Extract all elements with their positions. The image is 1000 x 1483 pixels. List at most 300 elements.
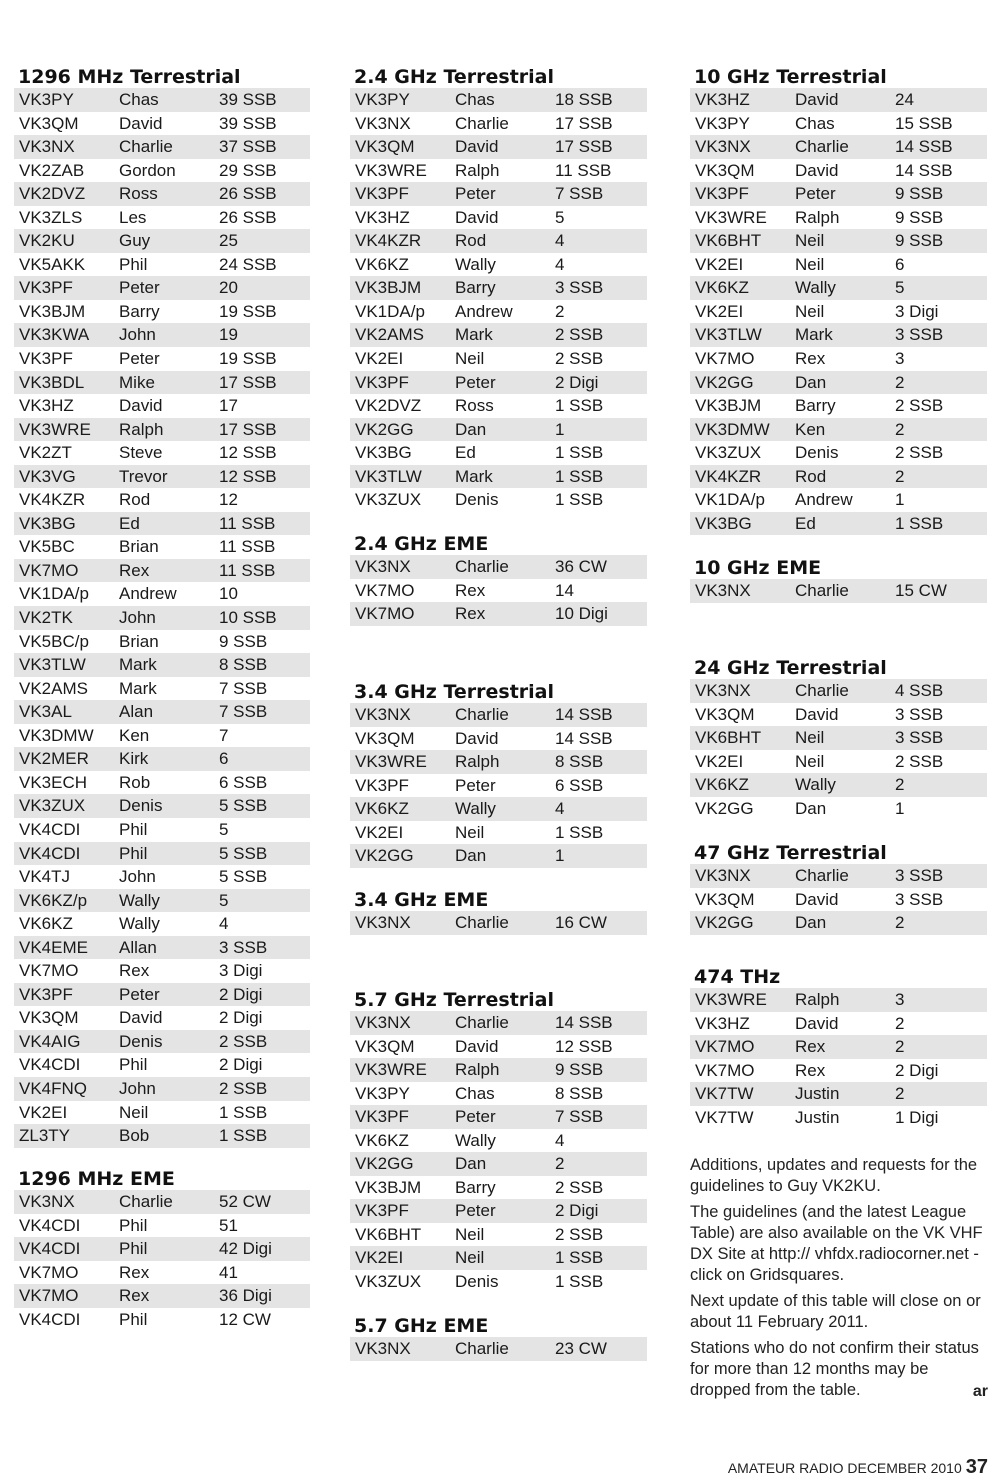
table-row: [14, 724, 310, 748]
callsign-cell: VK3ZUX: [355, 490, 422, 510]
callsign-cell: VK3PF: [695, 184, 749, 204]
callsign-cell: VK2TK: [19, 608, 73, 628]
table-row: [690, 159, 987, 183]
score-cell: 8 SSB: [219, 655, 268, 675]
operator-name-cell: Mark: [795, 325, 833, 345]
table-row: [14, 441, 310, 465]
table-row: [350, 1337, 647, 1361]
section-title: 2.4 GHz EME: [354, 533, 489, 555]
table-row: [350, 206, 647, 230]
operator-name-cell: Mark: [455, 466, 493, 486]
table-row: [690, 135, 987, 159]
table-row: [690, 182, 987, 206]
section-title: 1296 MHz EME: [18, 1168, 175, 1190]
callsign-cell: VK3ZLS: [19, 207, 83, 227]
score-cell: 2: [895, 775, 905, 795]
table-row: [14, 582, 310, 606]
operator-name-cell: Chas: [455, 1083, 495, 1103]
operator-name-cell: Andrew: [455, 301, 513, 321]
operator-name-cell: Dan: [455, 419, 487, 439]
operator-name-cell: Charlie: [455, 1339, 509, 1358]
operator-name-cell: Rex: [795, 1037, 826, 1057]
callsign-cell: VK2EI: [695, 254, 744, 274]
score-cell: 5: [555, 207, 565, 227]
score-cell: 14 SSB: [895, 160, 953, 180]
callsign-cell: VK2GG: [355, 846, 414, 866]
table-row: [350, 1082, 647, 1106]
score-cell: 11 SSB: [219, 513, 276, 533]
score-cell: 25: [219, 231, 238, 251]
score-cell: 39 SSB: [219, 90, 277, 109]
section-10-ghz-terrestrial: [690, 62, 987, 535]
score-cell: 1 SSB: [895, 513, 944, 533]
section-2-4-ghz-eme: [350, 529, 647, 626]
score-cell: 4: [555, 231, 565, 251]
operator-name-cell: Wally: [455, 1130, 496, 1150]
score-cell: 9 SSB: [555, 1060, 604, 1080]
callsign-cell: VK3BG: [695, 513, 752, 533]
callsign-cell: VK2EI: [695, 301, 744, 321]
operator-name-cell: David: [795, 90, 839, 109]
operator-name-cell: Chas: [119, 90, 159, 109]
operator-name-cell: David: [455, 1036, 499, 1056]
table-row: [14, 371, 310, 395]
operator-name-cell: Rex: [455, 604, 486, 624]
callsign-cell: VK3NX: [355, 113, 411, 133]
table-row: [690, 864, 987, 888]
operator-name-cell: Phil: [119, 254, 148, 274]
section-title: 24 GHz Terrestrial: [694, 657, 887, 679]
table-row: [690, 394, 987, 418]
table-row: [690, 1035, 987, 1059]
section-10-ghz-eme: [690, 553, 987, 603]
operator-name-cell: Barry: [455, 278, 496, 298]
callsign-cell: VK4CDI: [19, 1309, 81, 1329]
callsign-cell: VK3WRE: [19, 419, 91, 439]
score-cell: 26 SSB: [219, 184, 277, 204]
section-5-7-ghz-terrestrial: [350, 985, 647, 1294]
operator-name-cell: Mark: [119, 678, 157, 698]
callsign-cell: VK3BDL: [19, 372, 85, 392]
score-cell: 3 SSB: [895, 728, 944, 748]
table-row: [350, 135, 647, 159]
score-cell: 7 SSB: [555, 1107, 604, 1127]
operator-name-cell: Neil: [455, 349, 485, 369]
table-row: [350, 774, 647, 798]
callsign-cell: VK4CDI: [19, 1215, 81, 1235]
operator-name-cell: John: [119, 1078, 156, 1098]
score-cell: 2 SSB: [555, 325, 604, 345]
operator-name-cell: Ross: [119, 184, 158, 204]
operator-name-cell: Neil: [795, 301, 825, 321]
callsign-cell: VK3PF: [355, 1201, 409, 1221]
table-row: [14, 630, 310, 654]
score-cell: 2: [895, 372, 905, 392]
table-row: [350, 844, 647, 868]
callsign-cell: VK6KZ: [355, 254, 409, 274]
callsign-cell: VK3WRE: [695, 207, 767, 227]
table-row: [690, 1059, 987, 1083]
operator-name-cell: Rod: [795, 466, 827, 486]
score-cell: 7: [219, 725, 229, 745]
table-row: [350, 418, 647, 442]
table-row: [350, 229, 647, 253]
score-cell: 23 CW: [555, 1339, 607, 1358]
table-row: [14, 1124, 310, 1148]
table-row: [690, 229, 987, 253]
callsign-cell: VK7MO: [19, 961, 79, 981]
callsign-cell: VK3NX: [695, 866, 751, 885]
score-cell: 2 Digi: [895, 1060, 939, 1080]
operator-name-cell: Charlie: [795, 581, 849, 600]
operator-name-cell: Peter: [455, 372, 496, 392]
score-cell: 8 SSB: [555, 752, 604, 772]
operator-name-cell: Rob: [119, 772, 151, 792]
score-cell: 10: [219, 584, 238, 604]
score-cell: 7 SSB: [219, 702, 268, 722]
operator-name-cell: Rex: [119, 1286, 150, 1306]
score-cell: 2: [895, 1013, 905, 1033]
score-cell: 8 SSB: [555, 1083, 604, 1103]
table-row: [14, 1077, 310, 1101]
operator-name-cell: Steve: [119, 443, 163, 463]
table-row: [14, 253, 310, 277]
score-cell: 14 SSB: [555, 1013, 613, 1032]
callsign-cell: VK3ZUX: [19, 796, 86, 816]
callsign-cell: VK3NX: [19, 1192, 75, 1211]
callsign-cell: VK3QM: [19, 113, 79, 133]
operator-name-cell: Rex: [455, 580, 486, 600]
callsign-cell: VK6KZ: [355, 799, 409, 819]
score-cell: 7 SSB: [219, 678, 268, 698]
callsign-cell: VK3PF: [19, 984, 73, 1004]
score-cell: 5 SSB: [219, 843, 268, 863]
table-row: [690, 988, 987, 1012]
table-row: [350, 465, 647, 489]
table-row: [350, 276, 647, 300]
table-row: [14, 1214, 310, 1238]
operator-name-cell: Wally: [119, 914, 160, 934]
score-cell: 1: [895, 798, 905, 818]
note-paragraph: Stations who do not confirm their status for more than 12 months may be dropped from the table.: [690, 1339, 979, 1399]
callsign-cell: VK2AMS: [355, 325, 424, 345]
operator-name-cell: Phil: [119, 1055, 148, 1075]
operator-name-cell: Peter: [795, 184, 836, 204]
score-cell: 12: [219, 490, 238, 510]
section-474-thz: [690, 962, 987, 1129]
callsign-cell: VK3PF: [19, 278, 73, 298]
score-cell: 4 SSB: [895, 681, 944, 700]
score-cell: 6: [895, 254, 905, 274]
score-cell: 15 SSB: [895, 113, 953, 133]
operator-name-cell: Ralph: [455, 160, 500, 180]
callsign-cell: VK2GG: [695, 798, 754, 818]
table-row: [14, 135, 310, 159]
score-cell: 39 SSB: [219, 113, 277, 133]
callsign-cell: VK7MO: [695, 1037, 755, 1057]
callsign-cell: VK6BHT: [695, 728, 762, 748]
score-cell: 12 SSB: [555, 1036, 613, 1056]
operator-name-cell: John: [119, 608, 156, 628]
callsign-cell: VK3NX: [355, 557, 411, 576]
score-cell: 26 SSB: [219, 207, 277, 227]
operator-name-cell: Kirk: [119, 749, 149, 769]
score-cell: 2: [895, 913, 905, 933]
table-row: [14, 159, 310, 183]
operator-name-cell: Neil: [455, 1224, 485, 1244]
callsign-cell: VK3QM: [355, 1036, 415, 1056]
score-cell: 17 SSB: [219, 372, 277, 392]
operator-name-cell: Rex: [119, 1262, 150, 1282]
operator-name-cell: Dan: [455, 1154, 487, 1174]
operator-name-cell: Chas: [455, 90, 495, 109]
table-row: [690, 1082, 987, 1106]
score-cell: 14 SSB: [895, 137, 953, 157]
table-row: [350, 1223, 647, 1247]
operator-name-cell: Wally: [795, 775, 836, 795]
table-row: [690, 418, 987, 442]
score-cell: 6: [219, 749, 229, 769]
operator-name-cell: Justin: [795, 1084, 840, 1104]
callsign-cell: VK6KZ: [19, 914, 73, 934]
callsign-cell: VK5BC/p: [19, 631, 89, 651]
score-cell: 6 SSB: [219, 772, 268, 792]
table-row: [14, 229, 310, 253]
callsign-cell: VK5AKK: [19, 254, 86, 274]
table-row: [690, 347, 987, 371]
callsign-cell: VK6BHT: [695, 231, 762, 251]
callsign-cell: VK3BG: [19, 513, 76, 533]
page-number: 37: [965, 1456, 988, 1478]
callsign-cell: VK3PY: [19, 90, 74, 109]
operator-name-cell: Trevor: [119, 466, 168, 486]
section-title: 1296 MHz Terrestrial: [18, 66, 241, 88]
operator-name-cell: Charlie: [455, 113, 509, 133]
operator-name-cell: Peter: [119, 278, 160, 298]
operator-name-cell: Dan: [795, 372, 827, 392]
score-cell: 2 Digi: [555, 1201, 599, 1221]
section-1296-mhz-terrestrial: [14, 62, 310, 1148]
section-2-4-ghz-terrestrial: [350, 62, 647, 512]
table-row: [690, 703, 987, 727]
callsign-cell: VK3WRE: [355, 1060, 427, 1080]
operator-name-cell: Neil: [455, 822, 485, 842]
section-title: 2.4 GHz Terrestrial: [354, 66, 555, 88]
callsign-cell: VK3ECH: [19, 772, 88, 792]
table-row: [350, 394, 647, 418]
table-row: [14, 1190, 310, 1214]
callsign-cell: VK2AMS: [19, 678, 88, 698]
operator-name-cell: David: [119, 396, 163, 416]
callsign-cell: VK7TW: [695, 1084, 754, 1104]
score-cell: 2 SSB: [895, 443, 944, 463]
operator-name-cell: Peter: [455, 1201, 496, 1221]
section-title: 5.7 GHz EME: [354, 1315, 489, 1337]
table-row: [14, 1053, 310, 1077]
callsign-cell: VK4CDI: [19, 1239, 81, 1259]
score-cell: 12 SSB: [219, 443, 277, 463]
table-row: [14, 889, 310, 913]
callsign-cell: VK3NX: [19, 137, 75, 157]
score-cell: 5: [895, 278, 905, 298]
operator-name-cell: Ralph: [455, 1060, 500, 1080]
callsign-cell: VK3TLW: [355, 466, 422, 486]
score-cell: 10 SSB: [219, 608, 277, 628]
operator-name-cell: Wally: [455, 799, 496, 819]
table-row: [690, 1012, 987, 1036]
operator-name-cell: Neil: [795, 254, 825, 274]
score-cell: 1 SSB: [219, 1102, 268, 1122]
operator-name-cell: Charlie: [795, 681, 849, 700]
callsign-cell: VK2GG: [695, 913, 754, 933]
operator-name-cell: Dan: [795, 913, 827, 933]
ar-end-mark: ar: [972, 1383, 988, 1400]
table-row: [350, 159, 647, 183]
callsign-cell: VK3TLW: [695, 325, 762, 345]
table-row: [14, 559, 310, 583]
table-row: [14, 1006, 310, 1030]
score-cell: 3: [895, 990, 905, 1009]
table-row: [690, 512, 987, 536]
table-row: [14, 794, 310, 818]
score-cell: 1 SSB: [555, 466, 604, 486]
operator-name-cell: Barry: [455, 1177, 496, 1197]
callsign-cell: VK6KZ/p: [19, 890, 88, 910]
score-cell: 6 SSB: [555, 775, 604, 795]
callsign-cell: VK3NX: [355, 1013, 411, 1032]
table-row: [350, 88, 647, 112]
operator-name-cell: Rod: [119, 490, 151, 510]
callsign-cell: VK3QM: [355, 728, 415, 748]
score-cell: 11 SSB: [555, 160, 612, 180]
table-row: [350, 1035, 647, 1059]
score-cell: 2 Digi: [219, 1055, 263, 1075]
score-cell: 15 CW: [895, 581, 947, 600]
table-row: [14, 300, 310, 324]
score-cell: 52 CW: [219, 1192, 271, 1211]
operator-name-cell: Barry: [795, 396, 836, 416]
table-row: [690, 465, 987, 489]
score-cell: 4: [219, 914, 229, 934]
operator-name-cell: Ralph: [795, 207, 840, 227]
operator-name-cell: Rex: [119, 961, 150, 981]
callsign-cell: VK7MO: [695, 1060, 755, 1080]
operator-name-cell: Gordon: [119, 160, 176, 180]
note-paragraph: The guidelines (and the latest League Table) are also available on the VK VHF DX Site at http:// vhfdx.radiocorner.net - click on Gridsquares.: [690, 1203, 983, 1284]
score-cell: 17 SSB: [219, 419, 277, 439]
score-cell: 14 SSB: [555, 705, 613, 724]
score-cell: 11 SSB: [219, 560, 276, 580]
operator-name-cell: Phil: [119, 1239, 148, 1259]
operator-name-cell: Dan: [455, 846, 487, 866]
table-row: [690, 911, 987, 935]
score-cell: 3 Digi: [895, 301, 939, 321]
score-cell: 29 SSB: [219, 160, 277, 180]
operator-name-cell: Peter: [119, 349, 160, 369]
table-row: [690, 206, 987, 230]
callsign-cell: VK3WRE: [695, 990, 767, 1009]
table-row: [690, 112, 987, 136]
table-row: [690, 323, 987, 347]
table-row: [14, 323, 310, 347]
operator-name-cell: Allan: [119, 937, 157, 957]
score-cell: 9 SSB: [895, 231, 944, 251]
score-cell: 1 SSB: [555, 443, 604, 463]
table-row: [350, 579, 647, 603]
section-title: 3.4 GHz Terrestrial: [354, 681, 555, 703]
operator-name-cell: John: [119, 325, 156, 345]
callsign-cell: VK3QM: [695, 160, 755, 180]
table-row: [14, 700, 310, 724]
operator-name-cell: Phil: [119, 1215, 148, 1235]
score-cell: 2 Digi: [219, 984, 263, 1004]
table-row: [350, 821, 647, 845]
callsign-cell: ZL3TY: [19, 1126, 71, 1146]
section-47-ghz-terrestrial: [690, 838, 987, 935]
table-row: [14, 747, 310, 771]
callsign-cell: VK7TW: [695, 1107, 754, 1127]
operator-name-cell: Denis: [455, 490, 499, 510]
callsign-cell: VK3DMW: [19, 725, 94, 745]
score-cell: 19 SSB: [219, 349, 277, 369]
callsign-cell: VK3QM: [19, 1008, 79, 1028]
table-row: [350, 1246, 647, 1270]
callsign-cell: VK3HZ: [695, 90, 750, 109]
callsign-cell: VK2ZAB: [19, 160, 85, 180]
callsign-cell: VK3PF: [19, 349, 73, 369]
score-cell: 2 SSB: [555, 349, 604, 369]
table-row: [350, 253, 647, 277]
callsign-cell: VK3ZUX: [695, 443, 762, 463]
score-cell: 2: [895, 466, 905, 486]
operator-name-cell: Brian: [119, 537, 159, 557]
table-row: [14, 488, 310, 512]
callsign-cell: VK2EI: [355, 822, 404, 842]
callsign-cell: VK6KZ: [695, 775, 749, 795]
operator-name-cell: Ralph: [795, 990, 840, 1009]
callsign-cell: VK1DA/p: [355, 301, 425, 321]
operator-name-cell: Charlie: [455, 557, 509, 576]
table-row: [350, 1105, 647, 1129]
operator-name-cell: David: [795, 889, 839, 909]
callsign-cell: VK3HZ: [19, 396, 74, 416]
score-cell: 2 SSB: [895, 751, 944, 771]
operator-name-cell: Neil: [795, 751, 825, 771]
score-cell: 4: [555, 799, 565, 819]
operator-name-cell: Ralph: [455, 752, 500, 772]
table-row: [14, 206, 310, 230]
callsign-cell: VK3BJM: [19, 301, 86, 321]
table-row: [14, 865, 310, 889]
operator-name-cell: Andrew: [795, 490, 853, 510]
table-row: [350, 727, 647, 751]
callsign-cell: VK4KZR: [695, 466, 762, 486]
callsign-cell: VK3WRE: [355, 752, 427, 772]
operator-name-cell: Alan: [119, 702, 154, 722]
callsign-cell: VK3KWA: [19, 325, 90, 345]
score-cell: 1: [895, 490, 905, 510]
operator-name-cell: Charlie: [795, 137, 849, 157]
operator-name-cell: Peter: [455, 184, 496, 204]
callsign-cell: VK2EI: [355, 349, 404, 369]
callsign-cell: VK3PY: [355, 90, 410, 109]
table-row: [14, 912, 310, 936]
callsign-cell: VK3BG: [355, 443, 412, 463]
table-row: [14, 1284, 310, 1308]
callsign-cell: VK6KZ: [355, 1130, 409, 1150]
score-cell: 19: [219, 325, 238, 345]
operator-name-cell: Rex: [119, 560, 150, 580]
